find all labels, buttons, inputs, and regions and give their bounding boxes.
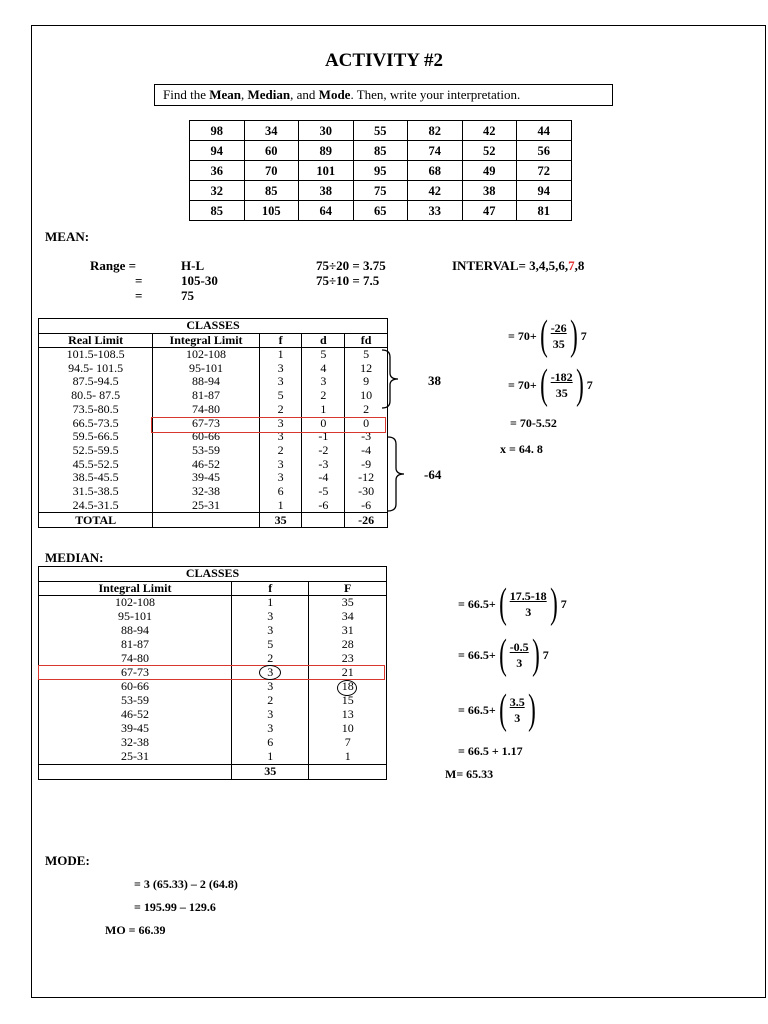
table-cell: 101.5-108.5 (39, 348, 153, 362)
data-cell: 42 (408, 181, 463, 201)
table-row (39, 708, 387, 722)
table-cell: 88-94 (153, 375, 259, 389)
data-cell: 105 (244, 201, 299, 221)
table-cell: 102-108 (39, 596, 232, 611)
col-f: f (259, 333, 302, 348)
table-row (39, 736, 387, 750)
negative-brace-icon (386, 434, 416, 514)
table-cell: 31.5-38.5 (39, 485, 153, 499)
table-cell: -3 (302, 458, 345, 472)
total-fd: -26 (345, 513, 388, 528)
data-cell: 85 (190, 201, 245, 221)
mean-heading: MEAN: (45, 229, 90, 244)
table-cell: 46-52 (153, 458, 259, 472)
instruction-mean: Mean (209, 87, 242, 102)
median-calc-1: = 66.5+ ( 17.5-18 3 ) 7 (458, 581, 567, 627)
median-calc-3: = 66.5+ ( 3.5 3 ) (458, 687, 536, 733)
col-fd: fd (345, 333, 388, 348)
table-cell: 95-101 (153, 362, 259, 376)
table-row (39, 444, 388, 458)
table-cell: 102-108 (153, 348, 259, 362)
mode-line-1: = 3 (65.33) – 2 (64.8) (134, 877, 238, 891)
table-cell: 21 (309, 666, 387, 680)
data-cell: 85 (244, 181, 299, 201)
raw-data-table (189, 120, 572, 221)
table-cell: 3 (231, 610, 309, 624)
table-cell: 15 (309, 694, 387, 708)
table-row (39, 499, 388, 513)
data-cell: 38 (299, 181, 354, 201)
total-label: TOTAL (39, 513, 153, 528)
range-label: Range = (90, 258, 137, 273)
table-cell: -9 (345, 458, 388, 472)
data-cell: 82 (408, 121, 463, 141)
col-real-limit: Real Limit (39, 333, 153, 348)
table-cell: 34 (309, 610, 387, 624)
table-cell: 5 (302, 348, 345, 362)
table-cell: 95-101 (39, 610, 232, 624)
range-line-1: H-L (181, 258, 205, 273)
table-cell: 10 (309, 722, 387, 736)
table-cell: 2 (259, 403, 302, 417)
brace-negative-sum: -64 (424, 467, 442, 482)
table-row (39, 610, 387, 624)
table-cell: 5 (259, 389, 302, 403)
instruction-sep2: , and (290, 87, 319, 102)
data-cell: 36 (190, 161, 245, 181)
table-row (39, 750, 387, 765)
instruction-median: Median (247, 87, 291, 102)
table-cell: 1 (231, 596, 309, 611)
table-cell: 39-45 (153, 471, 259, 485)
range-line-3: 75 (181, 288, 194, 303)
col-integral-limit: Integral Limit (153, 333, 259, 348)
data-row (190, 141, 572, 161)
table-cell: 60-66 (39, 680, 232, 694)
table-cell: 25-31 (153, 499, 259, 513)
data-cell: 65 (353, 201, 408, 221)
table-cell: 1 (259, 348, 302, 362)
table-cell: 4 (302, 362, 345, 376)
table-cell: 23 (309, 652, 387, 666)
table-cell: -3 (345, 430, 388, 444)
table-row (39, 403, 388, 417)
mode-heading: MODE: (45, 853, 90, 868)
table-cell: 2 (302, 389, 345, 403)
table-cell: 3 (231, 722, 309, 736)
table-cell: 80.5- 87.5 (39, 389, 153, 403)
table-cell: 3 (259, 471, 302, 485)
table-row (39, 348, 388, 362)
table-cell: 6 (231, 736, 309, 750)
data-row (190, 201, 572, 221)
interval-text: INTERVAL= 3,4,5,6,7,8 (452, 258, 585, 273)
data-cell: 81 (517, 201, 572, 221)
data-row (190, 161, 572, 181)
table-cell: -1 (302, 430, 345, 444)
median-total-f: 35 (231, 765, 309, 780)
data-cell: 60 (244, 141, 299, 161)
range-line-2: 105-30 (181, 273, 218, 288)
total-f: 35 (259, 513, 302, 528)
median-calc-4: = 66.5 + 1.17 (458, 744, 523, 758)
table-cell: 3 (259, 416, 302, 430)
data-cell: 47 (462, 201, 517, 221)
median-cf-circle (337, 680, 357, 696)
data-cell: 34 (244, 121, 299, 141)
data-cell: 64 (299, 201, 354, 221)
table-cell: 38.5-45.5 (39, 471, 153, 485)
table-row (39, 389, 388, 403)
col-cumulative-f: F (309, 581, 387, 596)
positive-brace-icon (380, 347, 410, 411)
col-d: d (302, 333, 345, 348)
table-cell: 81-87 (39, 638, 232, 652)
table-cell: 5 (231, 638, 309, 652)
table-cell: 10 (345, 389, 388, 403)
table-cell: 28 (309, 638, 387, 652)
table-cell: 3 (259, 375, 302, 389)
data-cell: 101 (299, 161, 354, 181)
median-total-cf-empty (309, 765, 387, 780)
data-cell: 33 (408, 201, 463, 221)
table-cell: 2 (231, 694, 309, 708)
data-cell: 94 (517, 181, 572, 201)
data-cell: 89 (299, 141, 354, 161)
data-row (190, 181, 572, 201)
table-cell: 74-80 (153, 403, 259, 417)
table-row (39, 694, 387, 708)
instruction-pre: Find the (163, 87, 210, 102)
table-cell: 0 (345, 416, 388, 430)
median-result: M= 65.33 (445, 767, 494, 781)
total-empty (153, 513, 259, 528)
table-cell: 2 (231, 652, 309, 666)
data-cell: 38 (462, 181, 517, 201)
table-cell: 45.5-52.5 (39, 458, 153, 472)
data-cell: 98 (190, 121, 245, 141)
table-cell: 6 (259, 485, 302, 499)
table-cell: 3 (259, 362, 302, 376)
instruction-mode: Mode (318, 87, 351, 102)
median-heading: MEDIAN: (45, 550, 104, 565)
range-eq-2: = (135, 288, 143, 303)
data-cell: 85 (353, 141, 408, 161)
table-cell: 1 (231, 750, 309, 765)
table-cell: 3 (231, 666, 309, 680)
table-row (39, 458, 388, 472)
table-row (39, 596, 387, 611)
table-cell: -12 (345, 471, 388, 485)
page-title: ACTIVITY #2 (324, 50, 444, 71)
table-cell: 1 (259, 499, 302, 513)
mean-calc-1: = 70+ ( -26 35 ) 7 (508, 313, 587, 359)
table-cell: -4 (302, 471, 345, 485)
mode-line-2: = 195.99 – 129.6 (134, 900, 216, 914)
table-cell: 73.5-80.5 (39, 403, 153, 417)
data-cell: 44 (517, 121, 572, 141)
div-line-1: 75÷20 = 3.75 (316, 258, 386, 273)
data-cell: 52 (462, 141, 517, 161)
data-cell: 32 (190, 181, 245, 201)
table-cell: 12 (345, 362, 388, 376)
data-cell: 30 (299, 121, 354, 141)
table-cell: 5 (345, 348, 388, 362)
median-calc-2: = 66.5+ ( -0.5 3 ) 7 (458, 632, 549, 678)
table-cell: -6 (345, 499, 388, 513)
total-d-empty (302, 513, 345, 528)
table-cell: 7 (309, 736, 387, 750)
instruction-box (154, 84, 613, 106)
table-cell: 53-59 (153, 444, 259, 458)
data-cell: 95 (353, 161, 408, 181)
table-cell: 39-45 (39, 722, 232, 736)
mode-result: MO = 66.39 (105, 923, 166, 937)
data-cell: 55 (353, 121, 408, 141)
table-cell: -30 (345, 485, 388, 499)
table-cell: 81-87 (153, 389, 259, 403)
table-cell: 24.5-31.5 (39, 499, 153, 513)
div-line-2: 75÷10 = 7.5 (316, 273, 380, 288)
data-cell: 75 (353, 181, 408, 201)
table-cell: 3 (231, 624, 309, 638)
data-cell: 70 (244, 161, 299, 181)
table-cell: 25-31 (39, 750, 232, 765)
table-cell: 3 (259, 458, 302, 472)
table-row (39, 722, 387, 736)
table-row (39, 485, 388, 499)
table-cell: -2 (302, 444, 345, 458)
table-cell: 18 (309, 680, 387, 694)
data-cell: 56 (517, 141, 572, 161)
col-f-median: f (231, 581, 309, 596)
table-cell: 32-38 (153, 485, 259, 499)
table-row (39, 471, 388, 485)
table-row (39, 652, 387, 666)
data-cell: 68 (408, 161, 463, 181)
table-cell: 31 (309, 624, 387, 638)
mean-calc-3: = 70-5.52 (510, 416, 557, 430)
instruction-post: . Then, write your interpretation. (350, 87, 521, 102)
table-row (39, 375, 388, 389)
table-row (39, 624, 387, 638)
table-cell: 2 (345, 403, 388, 417)
table-row (39, 362, 388, 376)
classes-header: CLASSES (39, 319, 388, 334)
data-cell: 74 (408, 141, 463, 161)
table-cell: 3 (259, 430, 302, 444)
table-cell: -6 (302, 499, 345, 513)
modal-class-highlight (151, 417, 386, 433)
table-cell: -5 (302, 485, 345, 499)
table-cell: 3 (231, 708, 309, 722)
median-total-empty (39, 765, 232, 780)
data-cell: 42 (462, 121, 517, 141)
median-class-highlight (38, 665, 385, 680)
range-eq-1: = (135, 273, 143, 288)
instruction-sep1: , (241, 87, 248, 102)
mean-result: x = 64. 8 (500, 442, 543, 456)
table-cell: 52.5-59.5 (39, 444, 153, 458)
col-integral-limit-median: Integral Limit (39, 581, 232, 596)
data-row (190, 121, 572, 141)
data-cell: 49 (462, 161, 517, 181)
table-cell: 67-73 (153, 416, 259, 430)
brace-positive-sum: 38 (428, 373, 441, 388)
table-cell: 59.5-66.5 (39, 430, 153, 444)
table-cell: -4 (345, 444, 388, 458)
table-cell: 35 (309, 596, 387, 611)
table-cell: 66.5-73.5 (39, 416, 153, 430)
mean-calc-2: = 70+ ( -182 35 ) 7 (508, 362, 593, 408)
table-row (39, 638, 387, 652)
median-classes-header: CLASSES (39, 567, 387, 582)
table-cell: 46-52 (39, 708, 232, 722)
data-cell: 94 (190, 141, 245, 161)
table-cell: 87.5-94.5 (39, 375, 153, 389)
table-cell: 1 (302, 403, 345, 417)
data-cell: 72 (517, 161, 572, 181)
median-f-circle (259, 665, 281, 680)
table-cell: 0 (302, 416, 345, 430)
table-cell: 2 (259, 444, 302, 458)
table-row (39, 680, 387, 694)
table-cell: 3 (302, 375, 345, 389)
table-cell: 1 (309, 750, 387, 765)
table-cell: 74-80 (39, 652, 232, 666)
table-cell: 3 (231, 680, 309, 694)
table-cell: 9 (345, 375, 388, 389)
table-cell: 60-66 (153, 430, 259, 444)
table-cell: 94.5- 101.5 (39, 362, 153, 376)
table-cell: 88-94 (39, 624, 232, 638)
table-cell: 67-73 (39, 666, 232, 680)
table-cell: 53-59 (39, 694, 232, 708)
table-cell: 13 (309, 708, 387, 722)
table-cell: 32-38 (39, 736, 232, 750)
